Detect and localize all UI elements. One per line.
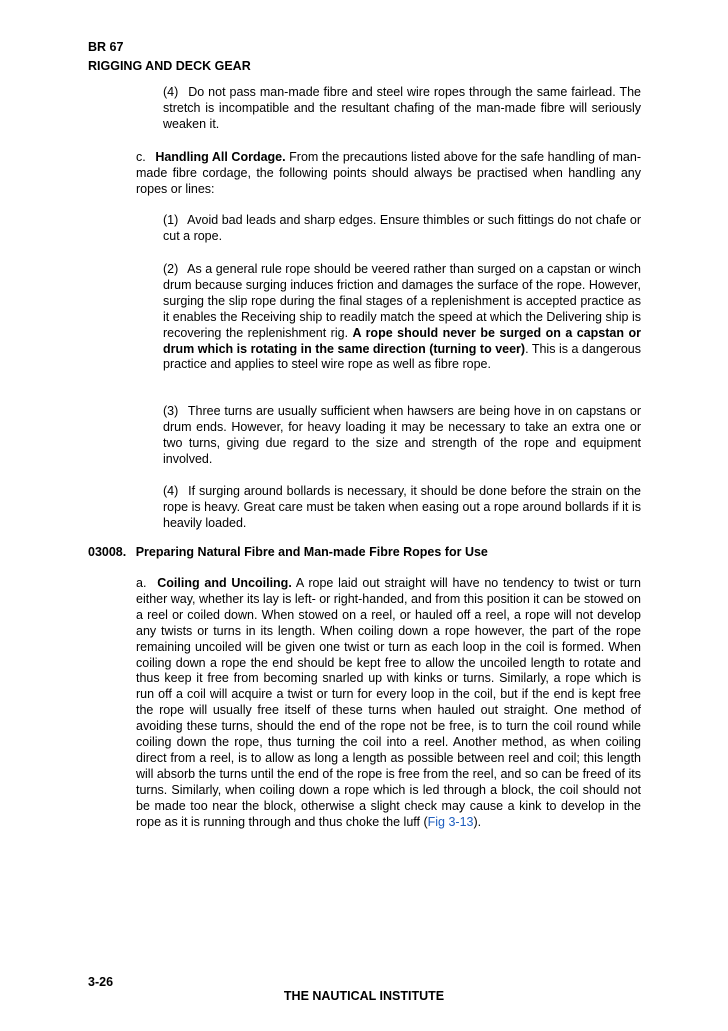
c-item-2: [163, 262, 641, 373]
section-heading: [88, 545, 488, 559]
document-number: BR 67: [88, 40, 124, 54]
item-label: (2): [163, 262, 179, 276]
section-title: Preparing Natural Fibre and Man-made Fibre Ropes for Use: [135, 545, 488, 559]
item-label: (4): [163, 484, 179, 498]
item-label: (4): [163, 85, 179, 99]
section-number: 03008.: [88, 545, 127, 559]
item-text: If surging around bollards is necessary, it should be done before the strain on the rope is heavy. Great care must be taken when easing out a rope around bollards if it is heavily loaded.: [163, 484, 641, 530]
item-text: Three turns are usually sufficient when hawsers are being hove in on capstans or drum ends. However, for heavy loading it may be necessary to take an extra one or two turns, giving due regard to the size and strength of the rope and equipment involved.: [163, 404, 641, 466]
chapter-title: RIGGING AND DECK GEAR: [88, 59, 251, 73]
item-bold-warning: A rope should never be surged on a capstan or drum which is rotating in the same direction (turning to veer): [163, 325, 641, 356]
paragraph-text: From the precautions listed above for the safe handling of man-made fibre cordage, the following points should always be practised when handling any ropes or lines:: [136, 150, 641, 196]
paragraph-label: a.: [136, 576, 147, 590]
c-item-4: [163, 484, 641, 532]
figure-link[interactable]: Fig 3-13: [427, 814, 474, 829]
publisher-footer: THE NAUTICAL INSTITUTE: [283, 989, 445, 1003]
item-label: (3): [163, 404, 179, 418]
item-text: Avoid bad leads and sharp edges. Ensure thimbles or such fittings do not chafe or cut a rope.: [163, 213, 641, 243]
paragraph-text: A rope laid out straight will have no tendency to twist or turn either way, whether its lay is left- or right-handed, and from this position it can be stowed on a reel or coiled down. When stowed on a reel, or hauled off a reel, a rope will not develop any twists or turns in its length. When coiling down a rope however, the part of the rope remaining uncoiled will be given one twist or turn as each loop in the coil is formed. When coiling down a rope the end should be kept free to allow the uncoiled length to rotate and thus keep it free from becoming snarled up with kinks or turns. Similarly, a rope which is run off a coil will acquire a twist or turn for every loop in the coil, but if the end is kept free the rope will usually free itself of these turns when hauled out straight. One method of avoiding these turns, should the end of the rope not be free, is to turn the coil round while coiling down the rope, thus turning the coil into a reel. Another method, as when coiling direct from a reel, is to allow as long a length as possible between reel and coil; this length will absorb the turns until the end of the rope is free from the reel, and so can be freed of its turns. Similarly, when coiling down a rope which is led through a block, the coil should not be made too near the block, otherwise a slight check may cause a kink to develop in the rope as it is running through and thus choke the luff (: [136, 576, 641, 829]
fairlead-item-paragraph: [163, 85, 641, 133]
page-number: 3-26: [88, 975, 114, 989]
c-item-1: [163, 213, 641, 245]
paragraph-heading: Handling All Cordage.: [155, 150, 286, 164]
c-item-3: [163, 404, 641, 468]
handling-cordage-paragraph: [136, 150, 641, 198]
item-text-end: . This is a dangerous practice and applies to steel wire rope as well as fibre rope.: [163, 341, 642, 372]
coiling-paragraph: [136, 576, 641, 831]
item-label: (1): [163, 213, 179, 227]
paragraph-label: c.: [136, 150, 146, 164]
paragraph-text-end: ).: [473, 814, 482, 829]
item-text: Do not pass man-made fibre and steel wire ropes through the same fairlead. The stretch is incompatible and the resultant chafing of the man-made fibre will seriously weaken it.: [163, 85, 641, 131]
item-text: As a general rule rope should be veered rather than surged on a capstan or winch drum because surging induces friction and damages the surface of the rope. However, surging the slip rope during the final stages of a replenishment is accepted practice as it enables the Receiving ship to readily match the speed at which the Delivering ship is recovering the replenishment rig.: [163, 262, 641, 340]
paragraph-heading: Coiling and Uncoiling.: [157, 576, 292, 590]
